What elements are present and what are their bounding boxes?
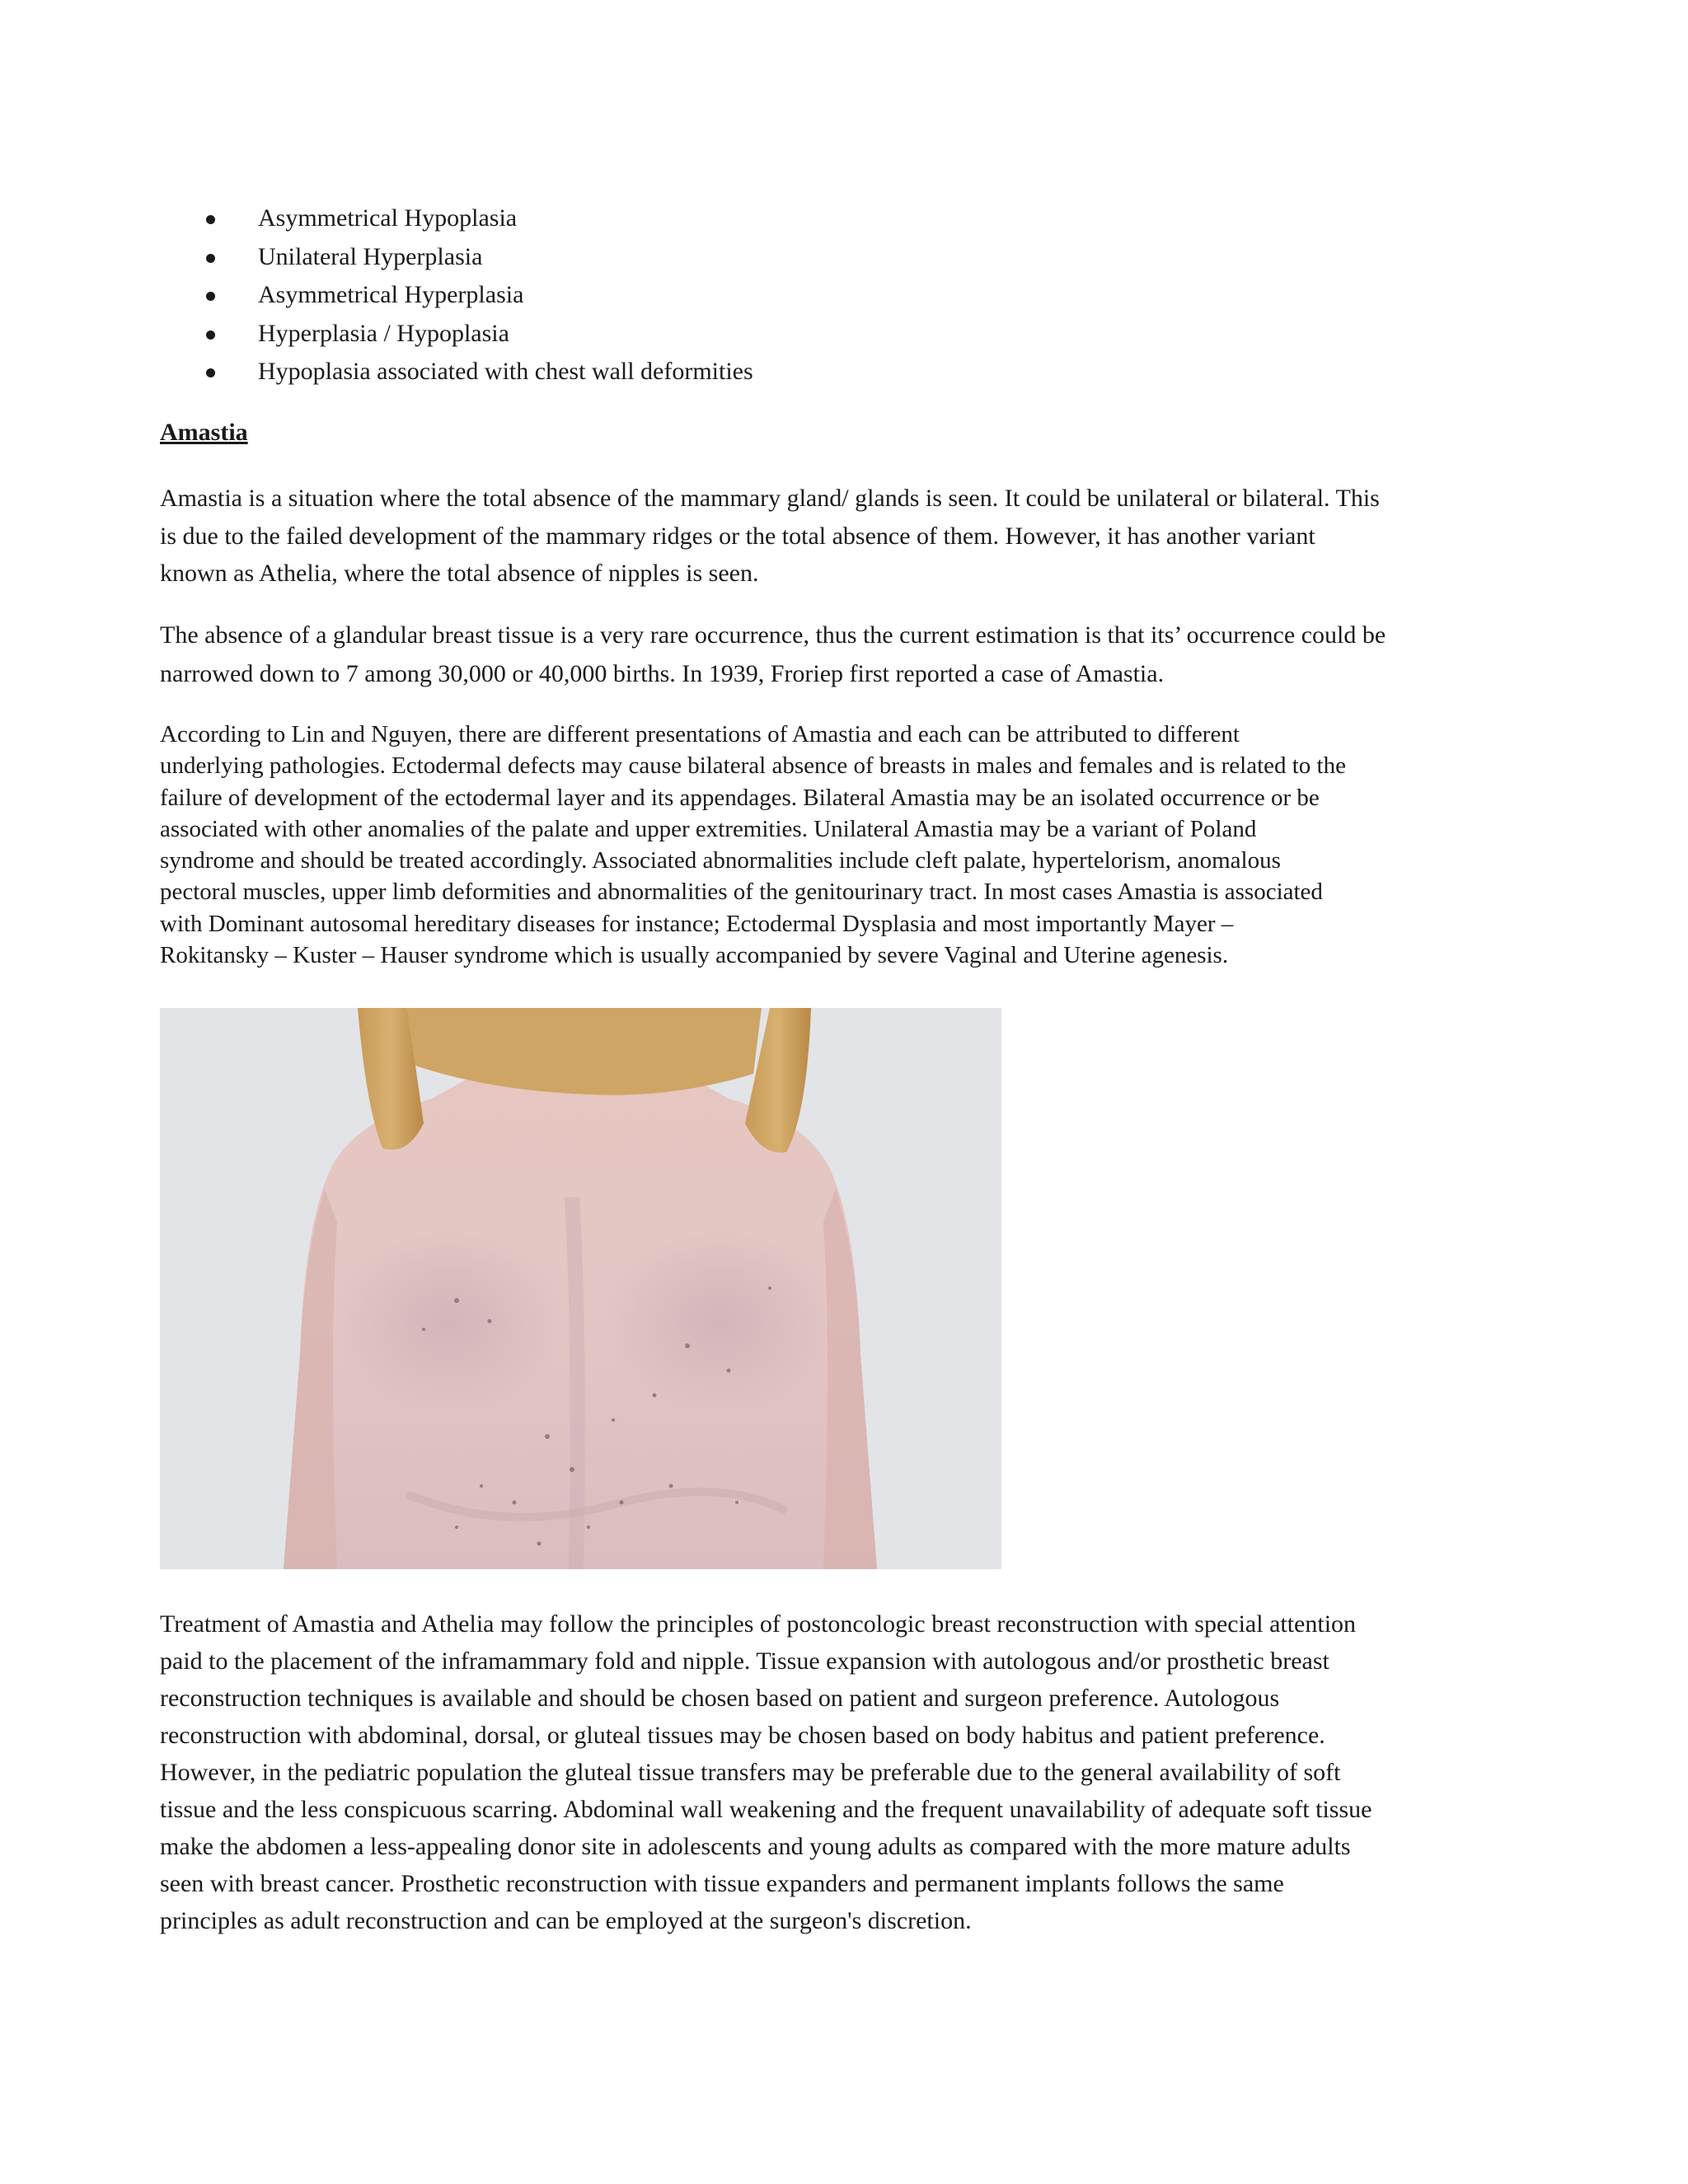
text-line: Amastia is a situation where the total absence of the mammary gland/ glands is seen. It could be unilateral or bilateral. This <box>160 485 1380 512</box>
text-line: principles as adult reconstruction and can be employed at the surgeon's discretion. <box>160 1907 972 1934</box>
section-heading: Amastia <box>160 419 248 446</box>
bullet-icon <box>206 254 215 263</box>
classification-bullet-list <box>206 199 753 391</box>
bullet-icon <box>206 330 215 340</box>
text-line: reconstruction with abdominal, dorsal, or gluteal tissues may be chosen based on body habitus and patient preference. <box>160 1722 1325 1749</box>
paragraph-treatment <box>160 1605 1545 1939</box>
bullet-text: Asymmetrical Hypoplasia <box>258 204 518 232</box>
paragraph-occurrence <box>160 616 1545 693</box>
bullet-text: Hyperplasia / Hypoplasia <box>258 319 509 347</box>
text-line: with Dominant autosomal hereditary diseases for instance; Ectodermal Dysplasia and most importantly Mayer – <box>160 910 1234 937</box>
bullet-item <box>206 238 753 277</box>
bullet-icon <box>206 292 215 301</box>
text-line: The absence of a glandular breast tissue is a very rare occurrence, thus the current estimation is that its’ occurrence could be <box>160 621 1386 649</box>
text-line: pectoral muscles, upper limb deformities and abnormalities of the genitourinary tract. In most cases Amastia is associated <box>160 879 1323 906</box>
text-line: Rokitansky – Kuster – Hauser syndrome which is usually accompanied by severe Vaginal and Uterine agenesis. <box>160 942 1229 969</box>
bullet-text: Asymmetrical Hyperplasia <box>258 281 524 308</box>
text-line: According to Lin and Nguyen, there are different presentations of Amastia and each can be attributed to different <box>160 721 1240 748</box>
text-line: failure of development of the ectodermal layer and its appendages. Bilateral Amastia may be an isolated occurrence or be <box>160 784 1320 811</box>
text-line: associated with other anomalies of the palate and upper extremities. Unilateral Amastia may be a variant of Poland <box>160 815 1257 842</box>
paragraph-definition <box>160 480 1545 593</box>
text-line: tissue and the less conspicuous scarring. Abdominal wall weakening and the frequent unavailability of adequate soft tissue <box>160 1796 1372 1823</box>
text-line: reconstruction techniques is available and should be chosen based on patient and surgeon preference. Autologous <box>160 1685 1280 1712</box>
bullet-text: Hypoplasia associated with chest wall deformities <box>258 358 753 385</box>
bullet-item <box>206 276 753 315</box>
text-line: syndrome and should be treated accordingly. Associated abnormalities include cleft palate, hypertelorism, anomalous <box>160 847 1281 874</box>
paragraph-presentations <box>160 719 1545 971</box>
bullet-text: Unilateral Hyperplasia <box>258 242 483 270</box>
text-line: narrowed down to 7 among 30,000 or 40,000 births. In 1939, Froriep first reported a case of Amastia. <box>160 659 1165 687</box>
bullet-icon <box>206 368 215 377</box>
text-line: However, in the pediatric population the gluteal tissue transfers may be preferable due to the general availability of soft <box>160 1759 1341 1786</box>
text-line: underlying pathologies. Ectodermal defects may cause bilateral absence of breasts in males and females and is related to the <box>160 752 1346 780</box>
text-line: make the abdomen a less-appealing donor site in adolescents and young adults as compared with the more mature adults <box>160 1833 1351 1860</box>
torso-photo-illustration <box>160 1008 1001 1569</box>
bullet-icon <box>206 215 215 224</box>
clinical-photo <box>160 1008 1001 1569</box>
bullet-item <box>206 315 753 354</box>
text-line: is due to the failed development of the mammary ridges or the total absence of them. However, it has another variant <box>160 522 1315 550</box>
text-line: seen with breast cancer. Prosthetic reconstruction with tissue expanders and permanent implants follows the same <box>160 1870 1284 1897</box>
text-line: Treatment of Amastia and Athelia may follow the principles of postoncologic breast reconstruction with special attention <box>160 1610 1357 1638</box>
bullet-item <box>206 353 753 391</box>
text-line: known as Athelia, where the total absence of nipples is seen. <box>160 560 759 587</box>
text-line: paid to the placement of the inframammary fold and nipple. Tissue expansion with autologous and/or prosthetic breast <box>160 1647 1329 1675</box>
bullet-item <box>206 199 753 238</box>
